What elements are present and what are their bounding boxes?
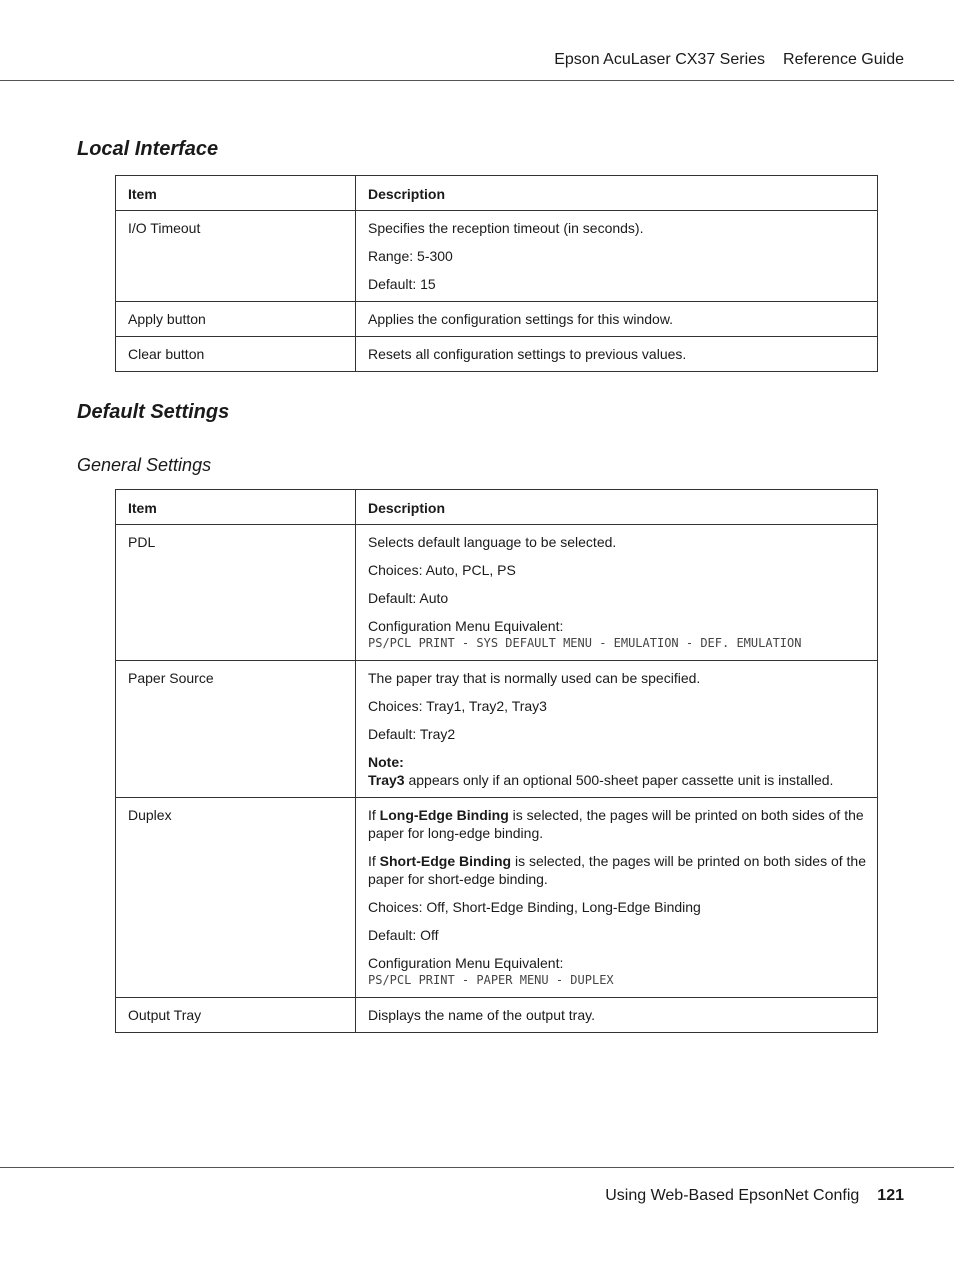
table-row — [116, 998, 878, 1033]
general-settings-heading: General Settings — [77, 455, 212, 475]
cell-item: Duplex — [116, 798, 356, 998]
config-equivalent — [368, 954, 867, 989]
table-header-row — [116, 176, 878, 211]
text-span: is selected, the pages will be printed on both sides of the paper for long-edge binding. — [368, 807, 864, 841]
text-span: If — [368, 853, 380, 869]
table-header-row — [116, 490, 878, 525]
running-header — [554, 51, 904, 69]
note-bold: Tray3 — [368, 772, 405, 788]
desc-line — [368, 852, 867, 888]
cell-description — [356, 798, 878, 998]
column-header-description: Description — [356, 176, 878, 211]
desc-line: The paper tray that is normally used can be specified. — [368, 670, 701, 686]
config-path: PS/PCL PRINT - PAPER MENU - DUPLEX — [368, 973, 614, 987]
note — [368, 753, 867, 789]
cell-item: Paper Source — [116, 661, 356, 798]
cell-description: Applies the configuration settings for this window. — [356, 302, 878, 337]
desc-line: Choices: Auto, PCL, PS — [368, 562, 516, 578]
header-product: Epson AcuLaser CX37 Series — [554, 51, 766, 68]
text-span: is selected, the pages will be printed on both sides of the paper for short-edge binding. — [368, 853, 866, 887]
cell-item: PDL — [116, 525, 356, 661]
config-label: Configuration Menu Equivalent: — [368, 618, 564, 634]
footer-rule — [0, 1167, 954, 1168]
table-row — [116, 302, 878, 337]
local-interface-heading: Local Interface — [77, 138, 219, 160]
cell-item: Apply button — [116, 302, 356, 337]
desc-line: Selects default language to be selected. — [368, 534, 617, 550]
desc-line: Range: 5-300 — [368, 248, 453, 264]
note-text: appears only if an optional 500-sheet paper cassette unit is installed. — [404, 772, 834, 788]
desc-line: Choices: Tray1, Tray2, Tray3 — [368, 698, 547, 714]
desc-line: Default: Auto — [368, 590, 449, 606]
desc-line — [368, 806, 867, 842]
footer-section: Using Web-Based EpsonNet Config — [605, 1187, 860, 1204]
page-number: 121 — [877, 1187, 904, 1204]
config-label: Configuration Menu Equivalent: — [368, 955, 564, 971]
cell-item: Clear button — [116, 337, 356, 372]
note-label: Note: — [368, 754, 404, 770]
text-span: If — [368, 807, 380, 823]
running-footer — [605, 1187, 904, 1205]
header-guide: Reference Guide — [783, 51, 904, 68]
bold-term: Long-Edge Binding — [379, 807, 509, 823]
desc-line: Specifies the reception timeout (in seconds). — [368, 220, 644, 236]
header-rule — [0, 80, 954, 81]
cell-description — [356, 661, 878, 798]
table-row — [116, 798, 878, 998]
table-row — [116, 525, 878, 661]
desc-line: Default: Tray2 — [368, 726, 456, 742]
cell-description: Resets all configuration settings to previous values. — [356, 337, 878, 372]
column-header-description: Description — [356, 490, 878, 525]
general-settings-table — [115, 489, 878, 1033]
column-header-item: Item — [116, 490, 356, 525]
desc-line: Choices: Off, Short-Edge Binding, Long-Edge Binding — [368, 899, 701, 915]
desc-line: Default: Off — [368, 927, 439, 943]
table-row — [116, 337, 878, 372]
config-path: PS/PCL PRINT - SYS DEFAULT MENU - EMULATION - DEF. EMULATION — [368, 636, 802, 650]
local-interface-table — [115, 175, 878, 372]
table-row — [116, 661, 878, 798]
bold-term: Short-Edge Binding — [379, 853, 512, 869]
default-settings-heading: Default Settings — [77, 401, 230, 423]
table-row — [116, 211, 878, 302]
desc-line: Default: 15 — [368, 276, 436, 292]
config-equivalent — [368, 617, 867, 652]
cell-item: Output Tray — [116, 998, 356, 1033]
column-header-item: Item — [116, 176, 356, 211]
cell-description — [356, 211, 878, 302]
cell-description: Displays the name of the output tray. — [356, 998, 878, 1033]
cell-item: I/O Timeout — [116, 211, 356, 302]
cell-description — [356, 525, 878, 661]
